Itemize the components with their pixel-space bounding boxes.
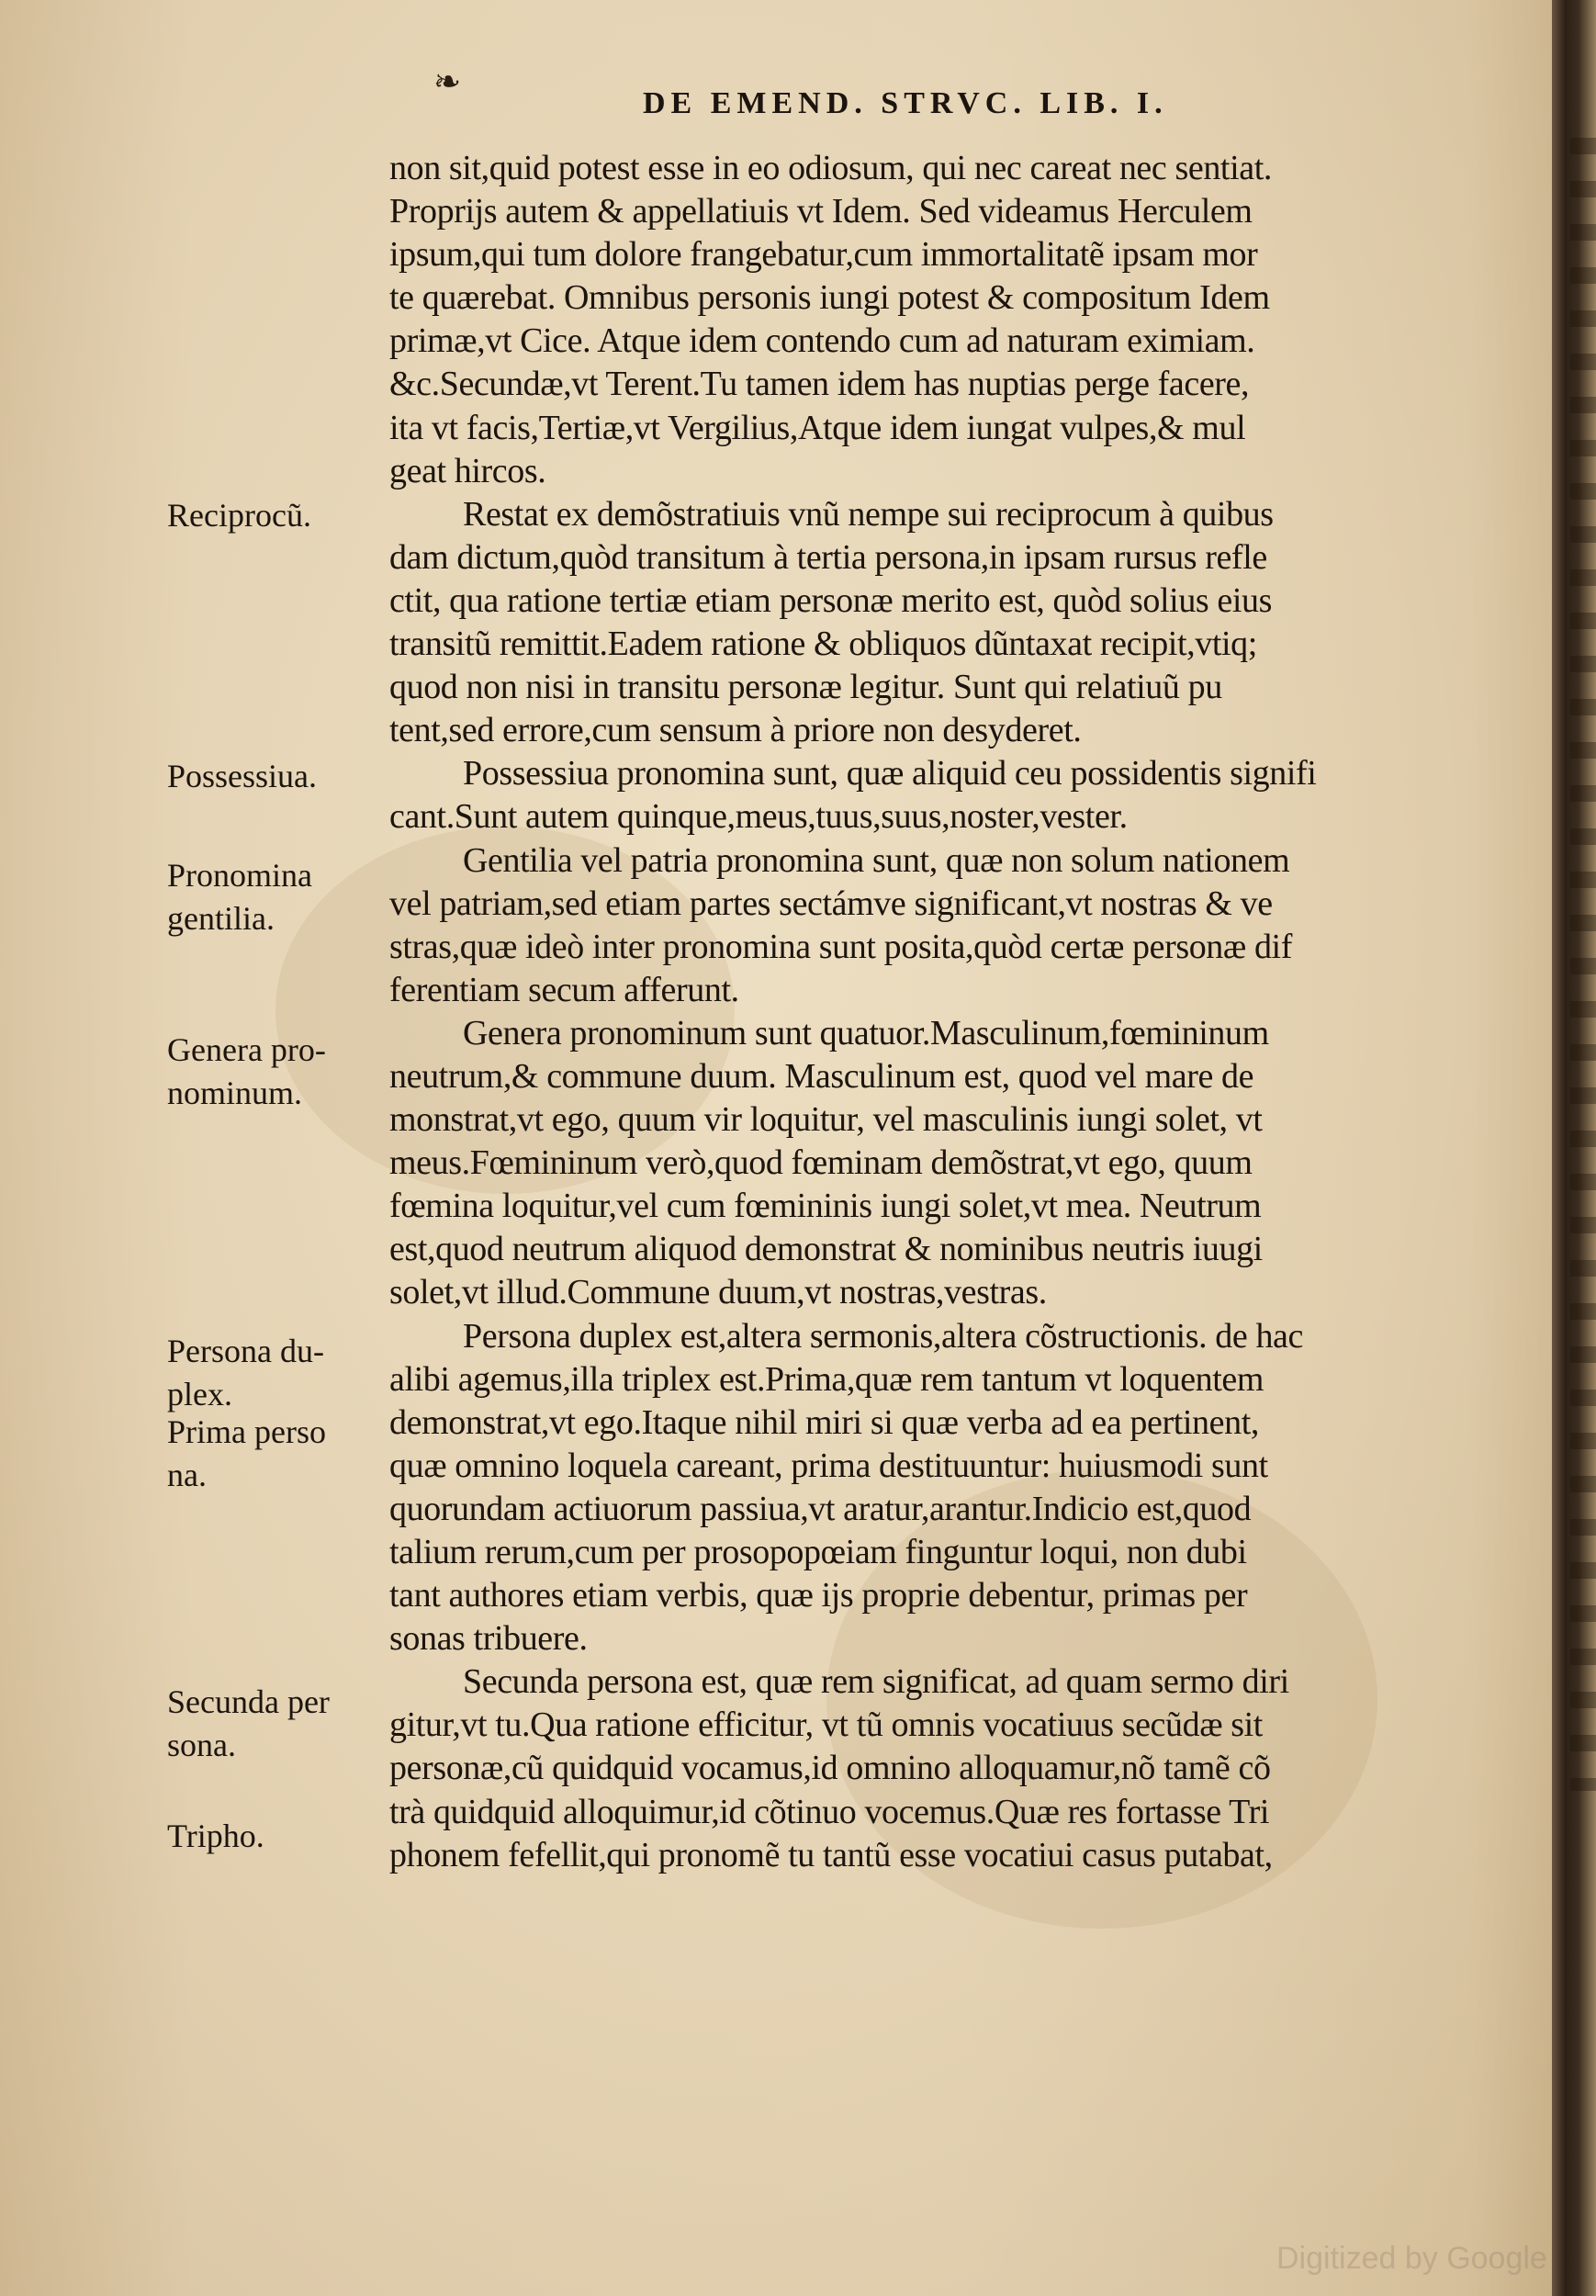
text-line: trà quidquid alloquimur,id cõtinuo vocemus.Quæ res fortasse Tri — [389, 1792, 1270, 1831]
margin-note-genera-pronominum: Genera pro‑ nominum. — [167, 1031, 326, 1111]
text-line: quæ omnino loquela careant, prima destituuntur: huiusmodi sunt — [389, 1446, 1268, 1485]
text-line: ferentiam secum afferunt. — [389, 970, 739, 1009]
text-line: monstrat,vt ego, quum vir loquitur, vel masculinis iungi solet, vt — [389, 1100, 1263, 1140]
text-line: transitũ remittit.Eadem ratione & obliquos dũntaxat recipit,vtiq; — [389, 625, 1257, 664]
facing-page-bleed — [1570, 138, 1596, 1791]
margin-note-reciprocum: Reciprocũ. — [167, 497, 311, 534]
text-line: quorundam actiuorum passiua,vt aratur,arantur.Indicio est,quod — [389, 1489, 1252, 1528]
digitization-watermark: Digitized by Google — [1276, 2241, 1547, 2276]
text-line: sonas tribuere. — [389, 1619, 588, 1659]
text-line: Gentilia vel patria pronomina sunt, quæ non solum nationem — [463, 840, 1290, 880]
text-line: &c.Secundæ,vt Terent.Tu tamen idem has nuptias perge facere, — [389, 365, 1250, 404]
margin-note-tripho: Tripho. — [167, 1818, 264, 1854]
margin-note-secunda-persona: Secunda per sona. — [167, 1683, 330, 1763]
text-line: Genera pronominum sunt quatuor.Masculinum,fœmininum — [463, 1013, 1269, 1052]
text-line: Proprijs autem & appellatiuis vt Idem. Sed videamus Herculem — [389, 192, 1253, 231]
ink-mark: ❧ — [433, 63, 462, 100]
text-line: cant.Sunt autem quinque,meus,tuus,suus,noster,vester. — [389, 797, 1128, 837]
text-line: phonem fefellit,qui pronomẽ tu tantũ esse vocatiui casus putabat, — [389, 1835, 1273, 1874]
text-line: Possessiua pronomina sunt, quæ aliquid ceu possidentis signifi — [463, 754, 1317, 793]
text-line: vel patriam,sed etiam partes sectámve significant,vt nostras & ve — [389, 884, 1273, 923]
text-line: fœmina loquitur,vel cum fœmininis iungi solet,vt mea. Neutrum — [389, 1187, 1262, 1226]
text-line: gitur,vt tu.Qua ratione efficitur, vt tũ omnis vocatiuus secũdæ sit — [389, 1705, 1263, 1745]
text-line: geat hircos. — [389, 451, 546, 490]
text-line: tent,sed errore,cum sensum à priore non desyderet. — [389, 711, 1082, 750]
margin-note-persona-duplex: Persona du‑ plex. — [167, 1333, 324, 1412]
text-line: ipsum,qui tum dolore frangebatur,cum immortalitatẽ ipsam mor — [389, 235, 1258, 275]
main-text — [389, 147, 1473, 1877]
text-line: stras,quæ ideò inter pronomina sunt posita,quòd certæ personæ dif — [389, 927, 1292, 966]
margin-note-possessiua: Possessiua. — [167, 758, 318, 794]
text-line: personæ,cũ quidquid vocamus,id omnino alloquamur,nõ tamẽ cõ — [389, 1749, 1271, 1788]
text-line: quod non nisi in transitu personæ legitur. Sunt qui relatiuũ pu — [389, 668, 1222, 707]
text-line: Restat ex demõstratiuis vnũ nempe sui reciprocum à quibus — [463, 494, 1274, 534]
margin-note-prima-persona: Prima perso na. — [167, 1413, 326, 1493]
text-line: dam dictum,quòd transitum à tertia persona,in ipsam rursus refle — [389, 537, 1267, 577]
text-line: neutrum,& commune duum. Masculinum est, quod vel mare de — [389, 1056, 1254, 1096]
text-line: primæ,vt Cice. Atque idem contendo cum ad naturam eximiam. — [389, 321, 1255, 361]
text-line: alibi agemus,illa triplex est.Prima,quæ rem tantum vt loquentem — [389, 1359, 1264, 1399]
text-line: ita vt facis,Tertiæ,vt Vergilius,Atque idem iungat vulpes,& mul — [389, 408, 1246, 447]
text-line: demonstrat,vt ego.Itaque nihil miri si quæ verba ad ea pertinent, — [389, 1402, 1259, 1442]
text-line: est,quod neutrum aliquod demonstrat & nominibus neutris iuugi — [389, 1230, 1263, 1269]
running-header: DE EMEND. STRVC. LIB. I. — [643, 86, 1168, 120]
text-line: talium rerum,cum per prosopopœiam finguntur loqui, non dubi — [389, 1533, 1247, 1571]
text-line: non sit,quid potest esse in eo odiosum, qui nec careat nec sentiat. — [389, 149, 1272, 187]
text-line: ctit, qua ratione tertiæ etiam personæ merito est, quòd solius eius — [389, 580, 1273, 620]
text-line: meus.Fœmininum verò,quod fœminam demõstrat,vt ego, quum — [389, 1143, 1253, 1183]
text-line: tant authores etiam verbis, quæ ijs proprie debentur, primas per — [389, 1576, 1248, 1615]
text-line: te quærebat. Omnibus personis iungi potest & compositum Idem — [389, 278, 1270, 318]
text-line: Secunda persona est, quæ rem significat, ad quam sermo diri — [463, 1662, 1289, 1702]
text-line: Persona duplex est,altera sermonis,altera cõstructionis. de hac — [463, 1316, 1303, 1356]
text-line: solet,vt illud.Commune duum,vt nostras,vestras. — [389, 1273, 1047, 1312]
margin-note-pronomina-gentilia: Pronomina gentilia. — [167, 857, 312, 937]
